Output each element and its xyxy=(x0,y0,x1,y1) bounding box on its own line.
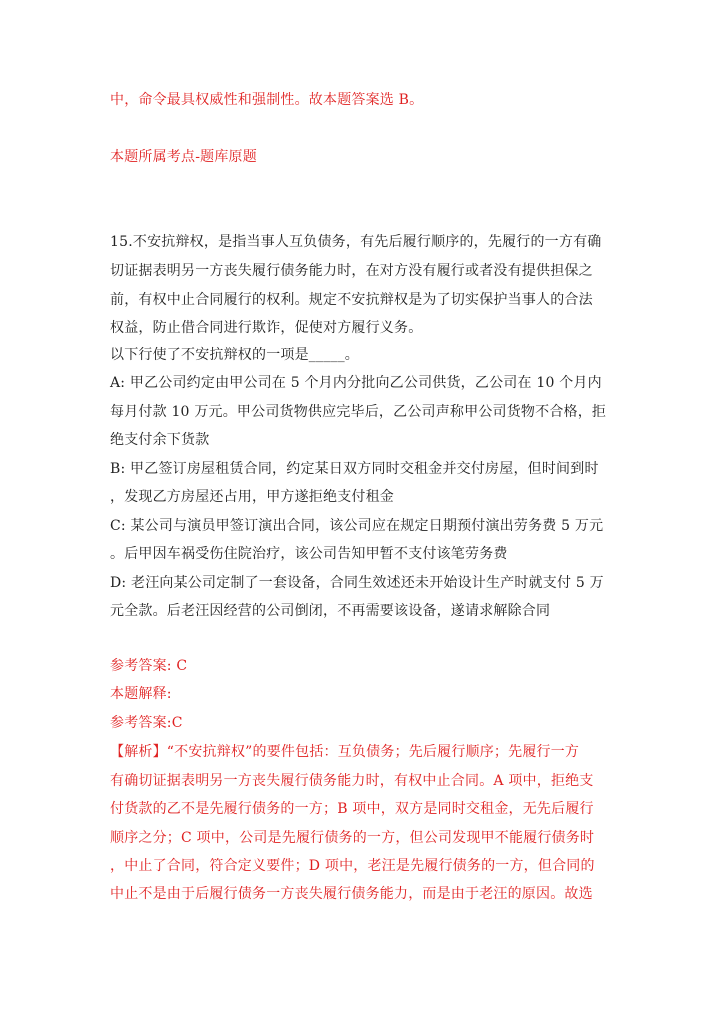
reference-answer: 参考答案: C xyxy=(110,658,188,674)
analysis-line: ，中止了合同，符合定义要件；D 项中，老汪是先履行债务的一方，但合同的 xyxy=(110,858,595,874)
option-line: 绝支付余下货款 xyxy=(110,432,210,448)
option-line: 元全款。后老汪因经营的公司倒闭，不再需要该设备，遂请求解除合同 xyxy=(110,603,551,619)
analysis-line: 【解析】“不安抗辩权”的要件包括：互负债务；先后履行顺序；先履行一方 xyxy=(110,744,580,760)
prev-question-source: 本题所属考点-题库原题 xyxy=(110,149,257,165)
question-stem-line: 切证据表明另一方丧失履行债务能力时，在对方没有履行或者没有提供担保之 xyxy=(110,263,593,279)
option-line: C: 某公司与演员甲签订演出合同，该公司应在规定日期预付演出劳务费 5 万元 xyxy=(110,518,604,534)
analysis-line: 顺序之分；C 项中，公司是先履行债务的一方，但公司发现甲不能履行债务时 xyxy=(110,830,595,846)
question-stem-line: 15.不安抗辩权，是指当事人互负债务，有先后履行顺序的，先履行的一方有确 xyxy=(110,234,602,250)
analysis-line: 付货款的乙不是先履行债务的一方；B 项中，双方是同时交租金，无先后履行 xyxy=(110,801,594,817)
option-line: A: 甲乙公司约定由甲公司在 5 个月内分批向乙公司供货，乙公司在 10 个月内 xyxy=(110,375,602,391)
question-prompt: 以下行使了不安抗辩权的一项是_____。 xyxy=(110,347,359,363)
question-stem-line: 权益，防止借合同进行欺诈，促使对方履行义务。 xyxy=(110,320,423,336)
option-line: 。后甲因车祸受伤住院治疗，该公司告知甲暂不支付该笔劳务费 xyxy=(110,546,508,562)
prev-explanation-tail: 中，命令最具权威性和强制性。故本题答案选 B。 xyxy=(110,92,424,108)
option-line: 每月付款 10 万元。甲公司货物供应完毕后，乙公司声称甲公司货物不合格，拒 xyxy=(110,404,607,420)
option-line: D: 老汪向某公司定制了一套设备，合同生效述还未开始设计生产时就支付 5 万 xyxy=(110,575,604,591)
analysis-label: 本题解释: xyxy=(110,686,172,702)
option-line: B: 甲乙签订房屋租赁合同，约定某日双方同时交租金并交付房屋，但时间到时 xyxy=(110,461,599,477)
analysis-line: 有确切证据表明另一方丧失履行债务能力时，有权中止合同。A 项中，拒绝支 xyxy=(110,773,594,789)
question-stem-line: 前，有权中止合同履行的权利。规定不安抗辩权是为了切实保护当事人的合法 xyxy=(110,292,593,308)
reference-answer-repeat: 参考答案:C xyxy=(110,715,183,731)
option-line: ，发现乙方房屋还占用，甲方遂拒绝支付租金 xyxy=(110,489,394,505)
analysis-line: 中止不是由于后履行债务一方丧失履行债务能力，而是由于老汪的原因。故选 xyxy=(110,886,593,902)
